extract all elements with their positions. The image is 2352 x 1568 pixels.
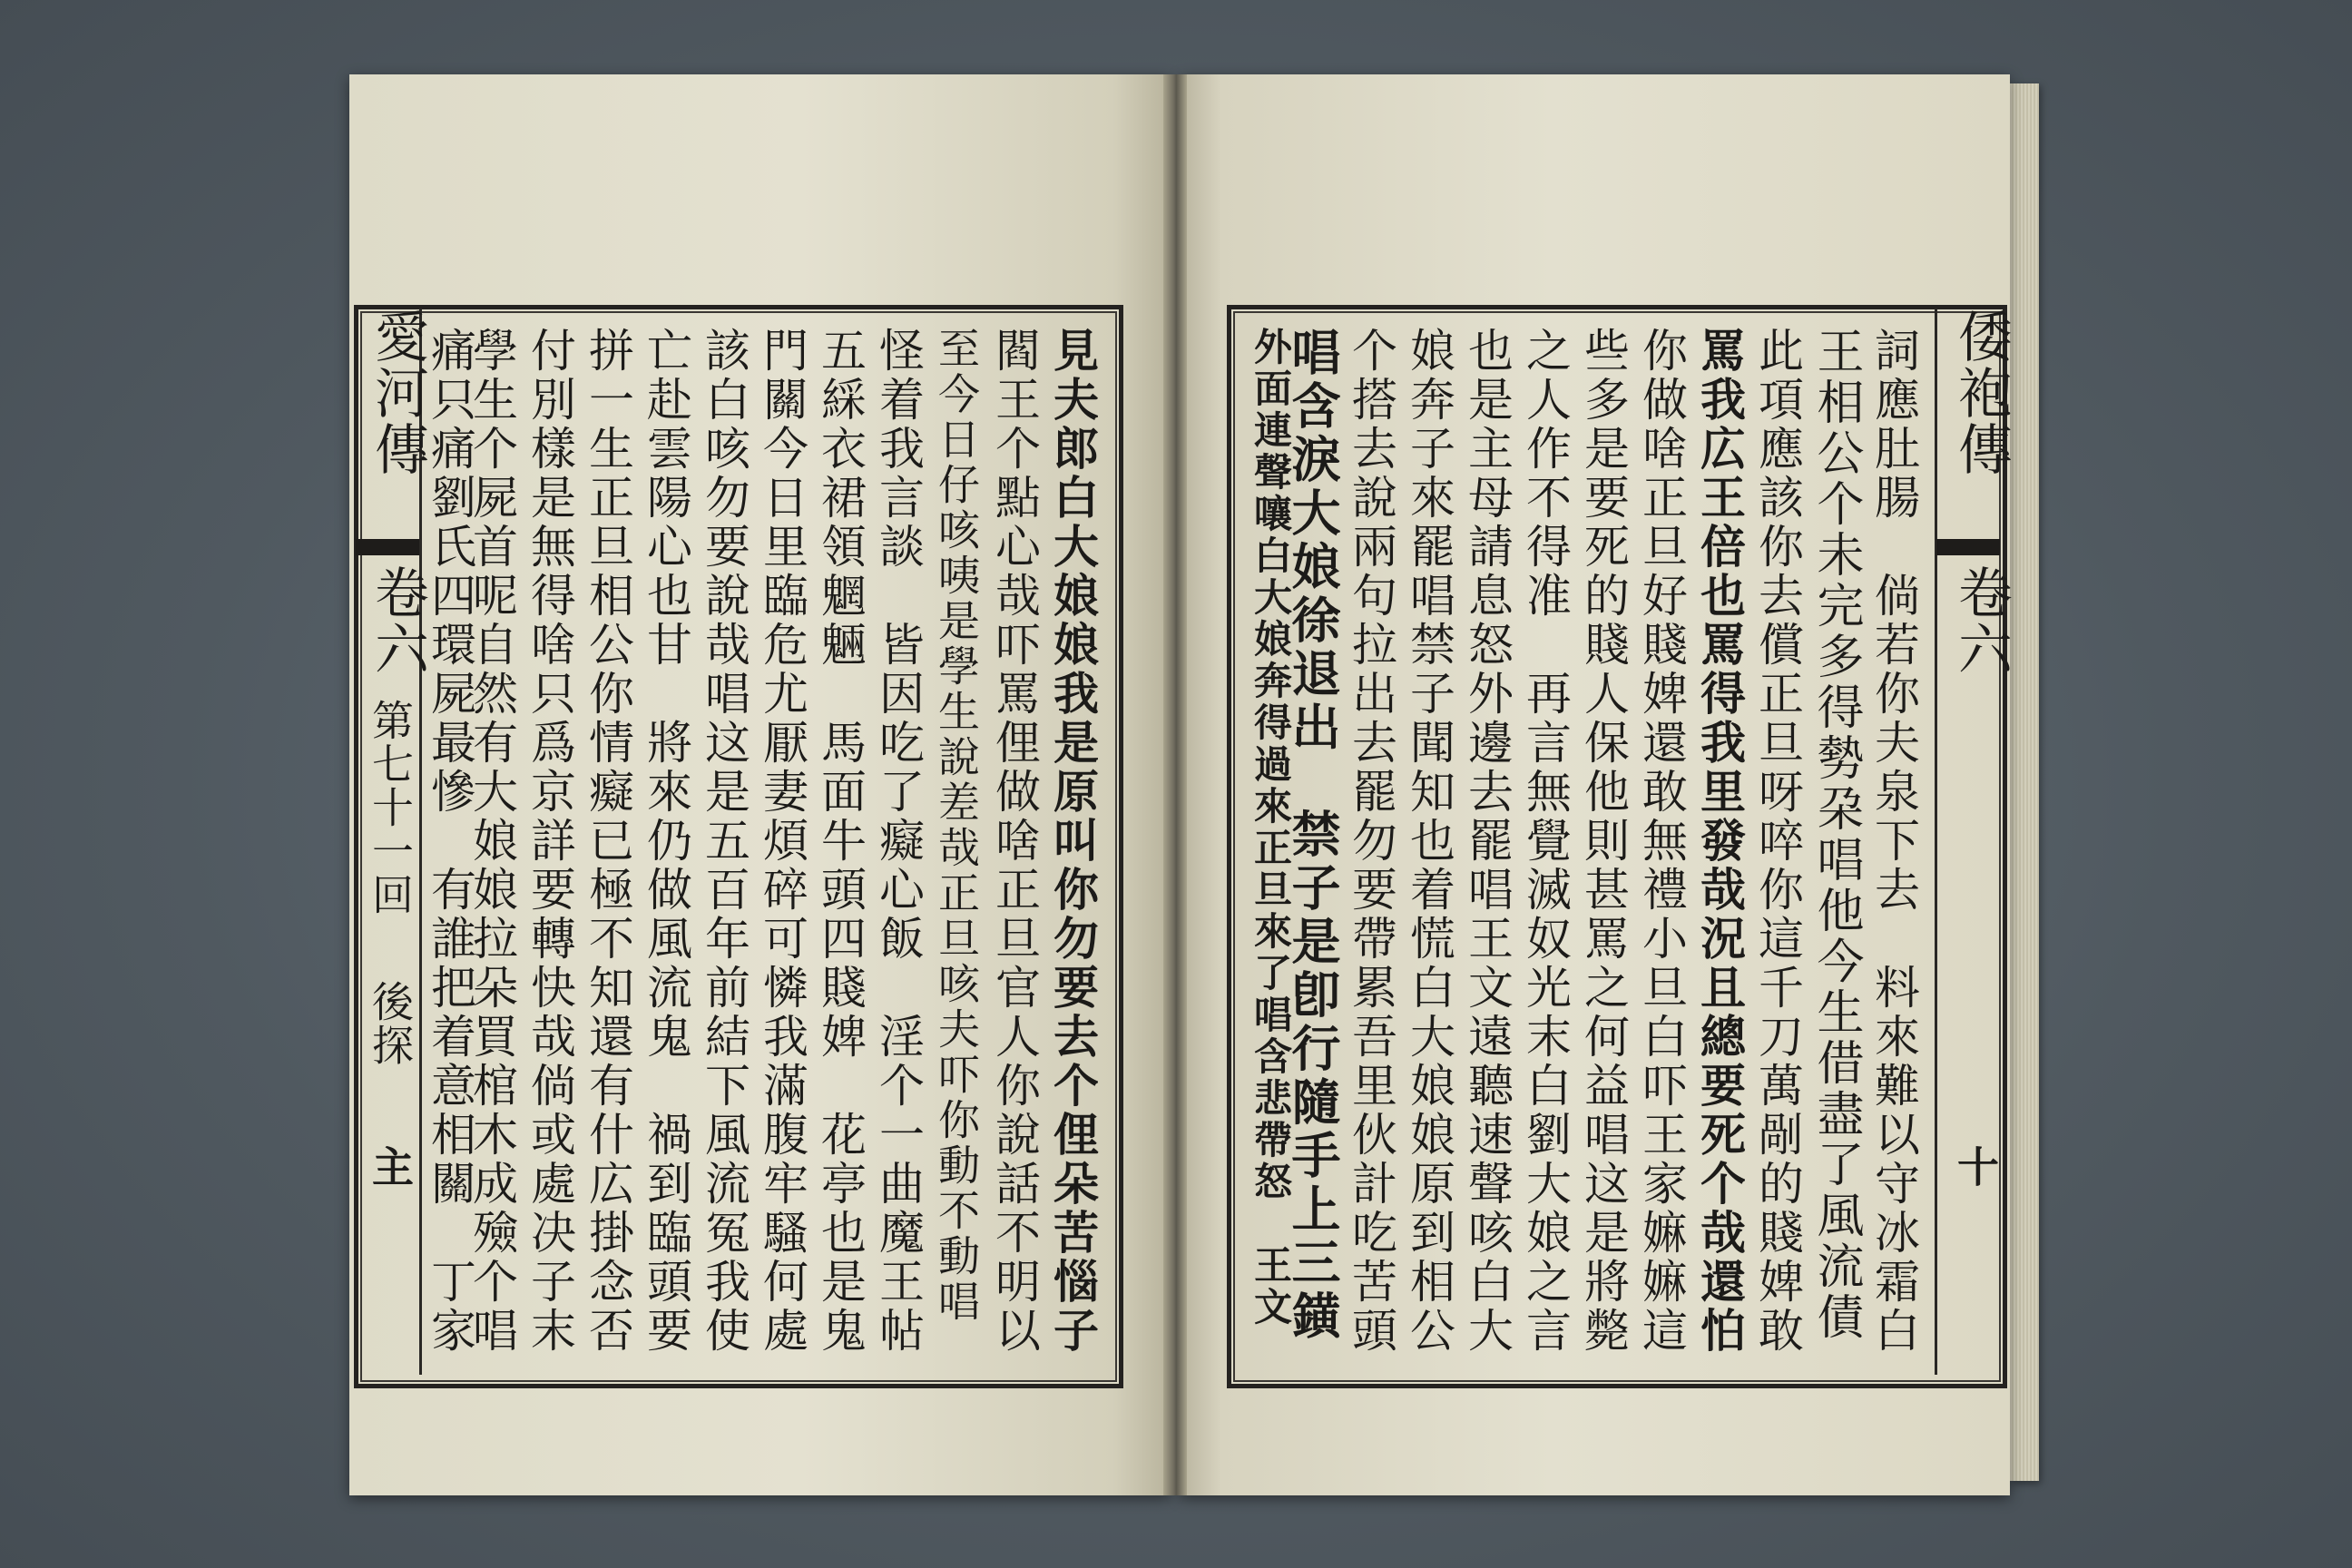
left-fold-title: 愛河傳 <box>366 309 429 477</box>
left-text-column-11: 學生个屍首呢自然有大娘娘拉朵買棺木成殮个唱 <box>466 327 518 1356</box>
left-fold-chapter: 第七十一回 <box>366 699 415 916</box>
left-text-column-12: 痛只痛劉氏四環屍最慘 有誰把着意相關 丁家 <box>424 327 476 1356</box>
left-text-column-9: 拼一生正旦相公你情癡已極不知還有什広掛念否 <box>582 327 634 1356</box>
right-fold-title: 倭袍傳 <box>1949 309 2013 477</box>
right-text-column-4: 罵我広王倍也罵得我里發哉況且總要死个哉還怕 <box>1693 327 1747 1356</box>
right-fold-fishtail <box>1936 539 2000 555</box>
right-text-column-5: 你做啥正旦好賤婢還敢無禮小旦白吓王家嫲嫲這 <box>1635 327 1688 1356</box>
right-text-column-9: 娘奔子來罷唱禁子聞知也着慌白大娘娘原到相公 <box>1403 327 1455 1356</box>
right-fold-leaf: 十 <box>1951 1145 2000 1189</box>
right-fold-volume: 卷六 <box>1949 564 2013 677</box>
right-text-column-2: 王相公个未完多得勢朶唱他今生借盡了風流債 <box>1808 327 1863 1343</box>
left-text-column-6: 門關今日里臨危尤厭妻煩碎可憐我滿腹牢騷何處 <box>756 327 808 1356</box>
right-text-column-12: 外面連聲嚷白大娘奔得過來正旦來了唱含悲帶怒 王文 <box>1249 327 1293 1328</box>
page-block-edges <box>2010 83 2039 1481</box>
left-text-column-2: 閻王个點心哉吓罵俚做啥正旦官人你說話不明以 <box>988 327 1041 1356</box>
right-fold-rule <box>1935 309 1937 1375</box>
left-text-column-1: 見夫郎白大娘娘我是原叫你勿要去个俚朵苦惱子 <box>1046 327 1100 1356</box>
right-text-column-11: 唱含淚大娘徐退出 禁子是卽行隨手上三鐄 <box>1284 327 1342 1344</box>
right-text-column-7: 之人作不得准 再言無覺滅奴光末白劉大娘之言 <box>1519 327 1572 1356</box>
right-text-column-8: 也是主母請息怒外邊去罷唱王文遠聽速聲咳白大 <box>1461 327 1514 1356</box>
left-fold-leaf: 主 <box>366 1145 415 1189</box>
left-text-column-8: 亡赴雲陽心也甘 將來仍做風流鬼 禍到臨頭要 <box>640 327 692 1356</box>
left-text-column-7: 該白咳勿要說哉唱这是五百年前結下風流冤我使 <box>698 327 750 1356</box>
right-text-column-10: 个搭去說兩句拉出去罷勿要帶累吾里伙計吃苦頭 <box>1345 327 1397 1356</box>
left-fold-fishtail <box>356 539 419 555</box>
left-fold-volume: 卷六 <box>366 564 429 677</box>
right-text-column-6: 些多是要死的賤人保他則甚罵之何益唱这是將斃 <box>1577 327 1630 1356</box>
left-text-column-3: 至今日仔咳咦是學生說差哉正旦咳夫吓你動不動唱 <box>932 327 981 1325</box>
left-text-column-5: 五綵衣裙領魍魎 馬面牛頭四賤婢 花亭也是鬼 <box>814 327 867 1356</box>
right-text-column-3: 此項應該你去償正旦呀啐你這千刀萬剮的賤婢敢 <box>1751 327 1804 1356</box>
right-text-column-1: 詞應肚腸 倘若你夫泉下去 料來難以守冰霜白 <box>1867 327 1920 1356</box>
left-text-column-10: 付別樣是無得啥只爲京詳要轉快哉倘或處决子末 <box>524 327 576 1356</box>
left-fold-heading: 後探 <box>366 980 415 1067</box>
book-gutter <box>1163 74 1187 1495</box>
left-text-column-4: 怪着我言談 皆因吃了癡心飯 淫个一曲魔王帖 <box>872 327 925 1356</box>
